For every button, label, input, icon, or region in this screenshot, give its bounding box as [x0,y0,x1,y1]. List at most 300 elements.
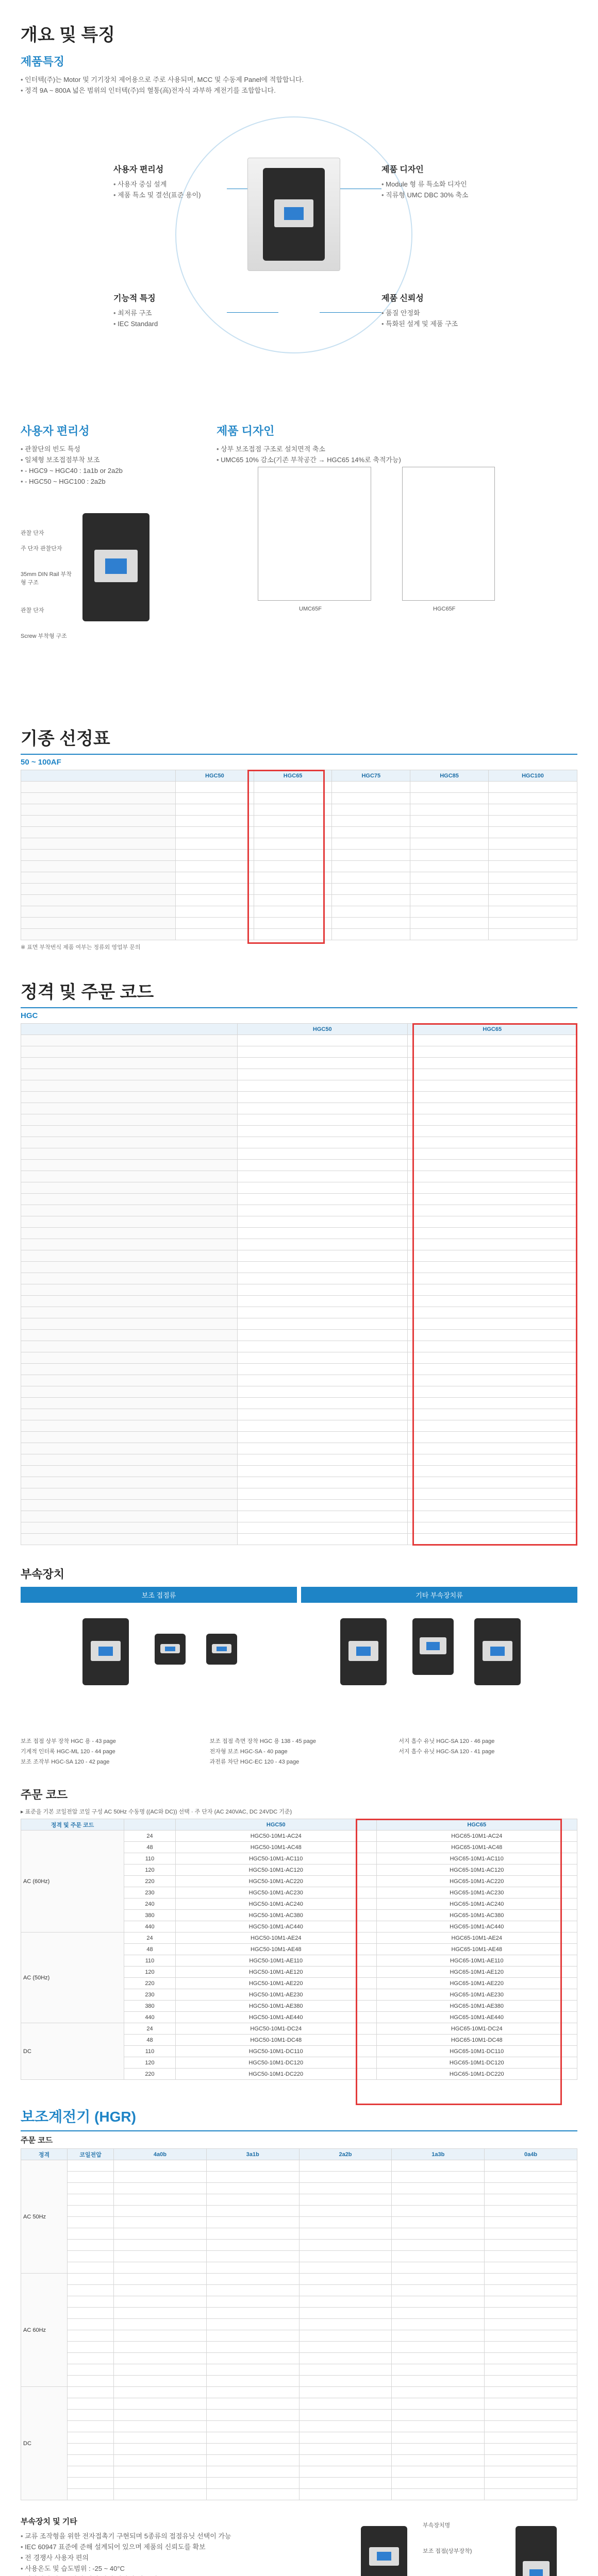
section-rule [21,1007,577,1008]
feature-item: • 직류형 UMC DBC 30% 축소 [381,190,505,200]
order-note: ▸ 표준을 기본 코일전압 코일 구성 AC 50Hz 수동명 ((AC와 DC)) 선택 · 주 단자 (AC 240VAC, DC 24VDC 기준) [21,1809,292,1815]
cell [485,2478,577,2489]
user-design-section [21,415,577,704]
cell [392,2455,485,2466]
cell [68,2285,114,2296]
user-product-photo [82,513,150,621]
cell: 48 [124,1842,176,1853]
table-row [21,2364,577,2376]
table-row [21,2410,577,2421]
feature-design [381,163,505,200]
cell [114,2444,207,2455]
cell [68,2444,114,2455]
cell [485,2466,577,2478]
cell: HGC50-10M1-AC24 [176,1831,377,1842]
cell: HGC65-10M1-DC24 [376,2023,577,2035]
cell [299,2398,392,2410]
table-row [21,2432,577,2444]
feature-reliability [381,292,505,329]
hgr-notes [21,2516,577,2576]
cell [299,2172,392,2183]
cell: HGC50-10M1-AC48 [176,1842,377,1853]
col-header: HGC100 [488,770,577,782]
cell [485,2160,577,2172]
table-row [21,2160,577,2172]
table-row [21,2285,577,2296]
cell: HGC50-10M1-AE110 [176,1955,377,1967]
cell [392,2444,485,2455]
cell: HGC65-10M1-AE230 [376,1989,577,2001]
cell: 220 [124,2069,176,2080]
cell [68,2262,114,2274]
cell [392,2353,485,2364]
cell [206,2455,299,2466]
cell [206,2160,299,2172]
col-header: HGC75 [332,770,410,782]
cell [485,2342,577,2353]
cell [485,2217,577,2228]
cell [206,2274,299,2285]
rating-title: 정격 및 주문 코드 [21,982,154,1002]
cell [68,2398,114,2410]
cell [392,2296,485,2308]
cell [392,2228,485,2240]
selection-range: 50 ~ 100AF [21,758,61,767]
cell: HGC50-10M1-DC120 [176,2057,377,2069]
selection-table-wrap [21,770,577,940]
col-header: 코일전압 [68,2149,114,2160]
notes-bullet [21,2574,351,2576]
callout-label: 35mm DIN Rail 부착형 구조 [21,571,72,586]
cell: HGC50-10M1-AE220 [176,1978,377,1989]
table-row [21,2251,577,2262]
cell [392,2410,485,2421]
cell: HGC50-10M1-DC24 [176,2023,377,2035]
highlight-box [356,1819,562,2105]
feature-title: 사용자 편리성 [113,165,164,174]
accessory-photo [412,1618,454,1675]
cell: 24 [124,1933,176,1944]
feature-item: • Module 형 류 특소화 디자인 [381,179,505,190]
cell [206,2217,299,2228]
cell [299,2308,392,2319]
cell [114,2285,207,2296]
user-bullet: • 일체형 보조접점부착 보조 [21,454,196,465]
accessory-item: 서지 흡수 유닛 HGC-SA 120 - 46 page [398,1738,495,1744]
cell: 48 [124,2035,176,2046]
feature-item: • IEC Standard [113,318,227,329]
cell: 24 [124,2023,176,2035]
feature-diagram [21,96,577,415]
cell [114,2251,207,2262]
cell [114,2398,207,2410]
cell [206,2240,299,2251]
cell [114,2410,207,2421]
cell: HGC65-10M1-AE380 [376,2001,577,2012]
cell [392,2206,485,2217]
table-row [21,2376,577,2387]
cell [114,2296,207,2308]
cell [485,2376,577,2387]
cell [299,2421,392,2432]
cell: 110 [124,2046,176,2057]
table-row [21,2172,577,2183]
cell [392,2342,485,2353]
feature-item: • 최저류 구조 [113,308,227,318]
table-row [21,2240,577,2251]
cell: 220 [124,1876,176,1887]
design-bullet: • 상부 보조접점 구조로 설치면적 축소 [217,444,567,454]
cell: 24 [124,1831,176,1842]
table-row [21,2342,577,2353]
hgr-table [21,2148,577,2500]
cell [68,2376,114,2387]
cell [299,2387,392,2398]
cell [114,2421,207,2432]
table-row [21,2489,577,2500]
cell [114,2387,207,2398]
cell [68,2387,114,2398]
notes-bullet: • 전 경쟁사 사용자 편의 [21,2552,351,2563]
cell [485,2364,577,2376]
group-cell: AC 60Hz [21,2274,68,2387]
table-row [21,2274,577,2285]
cell: 120 [124,1865,176,1876]
cell [114,2183,207,2194]
group-cell: AC 50Hz [21,2160,68,2274]
hgr-stack-photo [516,2526,557,2576]
cell: HGC65-10M1-DC48 [376,2035,577,2046]
hgr-title: 보조계전기 (HGR) [21,2109,136,2125]
cell [299,2183,392,2194]
callout-label: Screw 부착형 구조 [21,633,67,639]
cell: HGC65-10M1-AC240 [376,1899,577,1910]
cell [114,2274,207,2285]
feature-title: 기능적 특징 [113,294,156,303]
cell [206,2183,299,2194]
cell: HGC50-10M1-AC110 [176,1853,377,1865]
drawing-caption: UMC65F [299,606,322,612]
cell [485,2432,577,2444]
cell [299,2364,392,2376]
cell [299,2444,392,2455]
cell: 380 [124,2001,176,2012]
cell: HGC50-10M1-AE120 [176,1967,377,1978]
cell [485,2172,577,2183]
feature-item: • 제품 특소 및 결선(표준 용이) [113,190,227,200]
cell [299,2262,392,2274]
cell: HGC65-10M1-AE120 [376,1967,577,1978]
table-row [21,2478,577,2489]
table-row [21,2206,577,2217]
cell: HGC65-10M1-AE24 [376,1933,577,1944]
tab-auxiliary[interactable]: 보조 접점류 [21,1587,297,1603]
cell [206,2285,299,2296]
group-cell: AC (50Hz) [21,1933,124,2023]
cell [206,2330,299,2342]
cell [299,2353,392,2364]
accessory-list [21,1737,577,1766]
cell [114,2240,207,2251]
cell [68,2319,114,2330]
side-label: 보조 접점(상부장착) [423,2548,472,2554]
cell [206,2364,299,2376]
cell [392,2489,485,2500]
accessory-item: 기계적 인터록 HGC-ML 120 - 44 page [21,1749,115,1755]
col-header: HGC50 [176,770,254,782]
cell [299,2251,392,2262]
cell: HGC65-10M1-AC220 [376,1876,577,1887]
cell: HGC50-10M1-DC48 [176,2035,377,2046]
cell [485,2308,577,2319]
section-rule [21,2130,577,2131]
cell [68,2206,114,2217]
cell [299,2228,392,2240]
col-header: 0a4b [485,2149,577,2160]
cell [206,2421,299,2432]
overview-bullets [21,74,577,96]
group-cell: DC [21,2387,68,2500]
cell [299,2478,392,2489]
cell [68,2410,114,2421]
selection-note: ※ 표면 부착번식 제품 여부는 정류외 영업부 문의 [21,944,141,951]
cell [206,2376,299,2387]
cell [206,2262,299,2274]
callout-label: 주 단자 관찰단자 [21,546,62,552]
cell [114,2160,207,2172]
cell [68,2183,114,2194]
cell [206,2228,299,2240]
user-section [21,415,196,639]
feature-item: • 사용자 중심 설계 [113,179,227,190]
accessory-images [21,1603,577,1737]
accessory-photo [155,1634,186,1665]
cell [114,2228,207,2240]
hgc-drawing [402,467,495,601]
col-header: HGC65 [254,770,332,782]
overview-title: 개요 및 특징 [21,25,115,45]
cell [206,2172,299,2183]
feature-user [113,163,227,200]
cell: HGC50-10M1-AC380 [176,1910,377,1921]
cell [299,2206,392,2217]
cell [68,2330,114,2342]
selection-title: 기종 선정표 [21,729,110,749]
callout-label: 관찰 단자 [21,530,44,536]
cell [485,2444,577,2455]
accessory-item: 보조 조작부 HGC-SA 120 - 42 page [21,1759,110,1765]
cell [206,2489,299,2500]
table-row [21,2217,577,2228]
notes-bullet: • 교류 조작형을 위한 전자접촉기 구현되며 5종류의 접점유닛 선택이 가능 [21,2531,351,2541]
cell [485,2398,577,2410]
cell: HGC50-10M1-AE230 [176,1989,377,2001]
accessory-tabs [21,1587,577,1603]
cell: 440 [124,2012,176,2023]
cell [114,2194,207,2206]
cell [206,2466,299,2478]
cell [392,2308,485,2319]
cell [68,2308,114,2319]
cell [206,2251,299,2262]
cell [299,2319,392,2330]
accessory-photo [82,1618,129,1685]
cell [299,2194,392,2206]
cell [206,2410,299,2421]
cell [206,2296,299,2308]
notes-bullet: • IEC 60947 표준에 준해 설계되어 있으며 제품의 신뢰도를 확보 [21,2541,351,2552]
cell [68,2489,114,2500]
cell [114,2206,207,2217]
cell [68,2421,114,2432]
user-bullet: • 관찰단의 빈도 특성 [21,444,196,454]
cell [299,2296,392,2308]
cell [68,2353,114,2364]
accessory-item: 보조 접점 상부 장착 HGC 용 - 43 page [21,1738,116,1744]
cell [114,2342,207,2353]
product-photo [263,168,325,261]
tab-other[interactable]: 기타 부속장치류 [301,1587,577,1603]
table-row [21,2398,577,2410]
cell [485,2319,577,2330]
cell [206,2478,299,2489]
cell [114,2432,207,2444]
cell: HGC65-10M1-AE220 [376,1978,577,1989]
cell [392,2194,485,2206]
cell [485,2387,577,2398]
col-header: 2a2b [299,2149,392,2160]
cell: HGC65-10M1-DC110 [376,2046,577,2057]
cell [299,2217,392,2228]
cell [392,2432,485,2444]
cell: 220 [124,1978,176,1989]
connector-line [320,312,381,313]
callout-label: 관찰 단자 [21,607,44,614]
rating-series: HGC [21,1011,38,1020]
umc-drawing [258,467,371,601]
order-table-wrap [21,1819,577,2080]
design-title: 제품 디자인 [217,425,275,437]
cell [114,2455,207,2466]
accessory-photo [206,1634,237,1665]
table-row [21,2183,577,2194]
accessory-item: 과전류 차단 HGC-EC 120 - 43 page [209,1759,300,1765]
cell [392,2172,485,2183]
cell [485,2251,577,2262]
cell [485,2353,577,2364]
cell [299,2330,392,2342]
overview-bullet: • 인터텍(주)는 Motor 및 기기장치 제어용으로 주로 사용되며, MCC 및 수동제 Panel에 적합합니다. [21,74,577,85]
table-row [21,2387,577,2398]
highlight-box [247,770,325,944]
table-row [21,2228,577,2240]
cell [485,2455,577,2466]
accessory-item: 서지 흡수 유닛 HGC-SA 120 - 41 page [398,1749,495,1755]
cell [392,2398,485,2410]
cell [68,2228,114,2240]
cell [114,2489,207,2500]
table-row [21,2262,577,2274]
cell [206,2342,299,2353]
cell [392,2421,485,2432]
cell [299,2160,392,2172]
cell [485,2194,577,2206]
cell: HGC50-10M1-AE48 [176,1944,377,1955]
cell [114,2172,207,2183]
col-header: 1a3b [392,2149,485,2160]
cell: 240 [124,1899,176,1910]
feature-title: 제품 디자인 [381,165,424,174]
col-header: HGC50 [176,1819,377,1831]
cell: HGC65-10M1-AE440 [376,2012,577,2023]
cell [392,2376,485,2387]
cell [114,2319,207,2330]
cell [299,2489,392,2500]
cell [114,2364,207,2376]
cell [206,2398,299,2410]
cell [68,2172,114,2183]
cell: 440 [124,1921,176,1933]
cell [68,2217,114,2228]
order-title: 주문 코드 [21,1788,68,1801]
cell: 48 [124,1944,176,1955]
cell [392,2319,485,2330]
cell [114,2376,207,2387]
cell [392,2274,485,2285]
cell [68,2466,114,2478]
cell [485,2274,577,2285]
col-header: HGC65 [407,1024,577,1035]
table-row [21,2296,577,2308]
cell [392,2160,485,2172]
cell [206,2444,299,2455]
overview-bullet: • 정격 9A ~ 800A 넓은 범위의 인터텍(주)의 혈통(高)전자식 과부하 계전기를 조합합니다. [21,85,577,96]
cell: HGC65-10M1-AC440 [376,1921,577,1933]
cell [206,2308,299,2319]
design-section [217,415,567,612]
design-bullet: • UMC65 10% 감소(기존 부착공간 → HGC65 14%로 축적가능) [217,454,567,465]
cell: HGC65-10M1-DC220 [376,2069,577,2080]
cell [485,2330,577,2342]
cell [299,2455,392,2466]
user-bullets [21,444,196,487]
drawing-caption: HGC65F [433,606,456,612]
cell: HGC50-10M1-AC220 [176,1876,377,1887]
col-header: 정격 [21,2149,68,2160]
cell [392,2364,485,2376]
cell [299,2342,392,2353]
cell: HGC50-10M1-AC440 [176,1921,377,1933]
table-row [21,2353,577,2364]
cell [68,2478,114,2489]
cell: HGC50-10M1-AC230 [176,1887,377,1899]
cell: 380 [124,1910,176,1921]
table-row [21,2330,577,2342]
accessory-item: 전자형 보조 HGC-SA - 40 page [209,1749,288,1755]
feature-item: • 품질 안정화 [381,308,505,318]
cell: HGC65-10M1-AC380 [376,1910,577,1921]
user-bullet: • - HGC50 ~ HGC100 : 2a2b [21,476,196,487]
cell [68,2364,114,2376]
cell [485,2206,577,2217]
cell [299,2285,392,2296]
col-header: HGC85 [410,770,489,782]
accessory-photo [340,1618,387,1685]
cell: 230 [124,1887,176,1899]
cell [485,2421,577,2432]
cell: HGC50-10M1-AE380 [176,2001,377,2012]
cell [299,2410,392,2421]
